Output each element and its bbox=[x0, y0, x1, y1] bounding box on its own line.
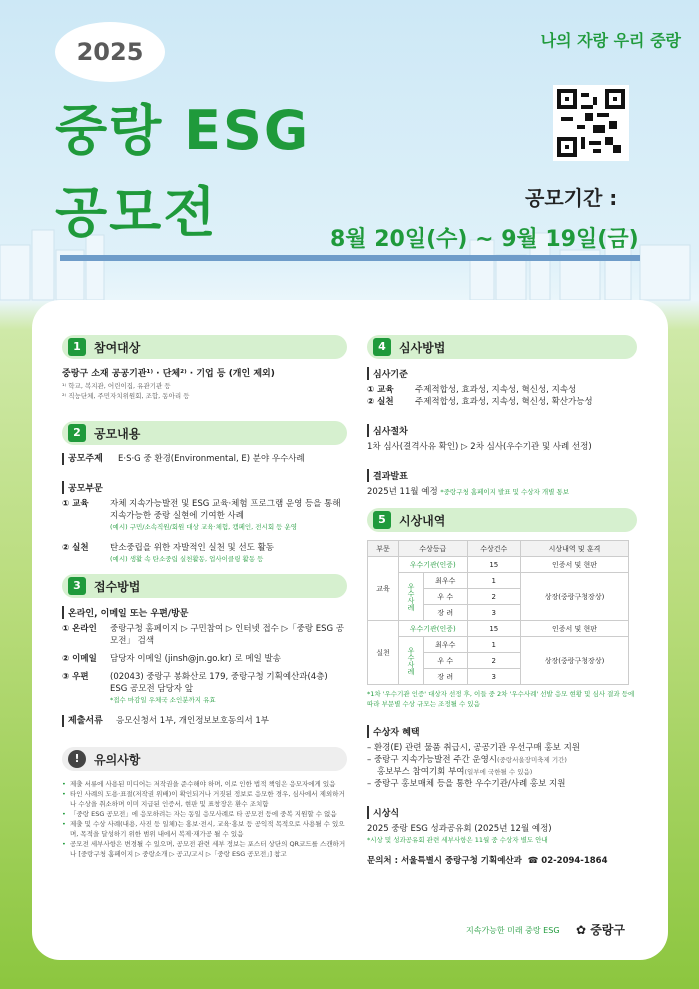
contact: 문의처 : 서울특별시 중랑구청 기획예산과 ☎ 02-2094-1864 bbox=[367, 856, 608, 866]
note-item: • 제출 및 수상 사례(내용, 사진 등 일체)는 홍보·전시, 교육·홍보 등 공익적 목적으로 사용될 수 있으며, 목적을 달성하기 위한 범위 내에서 복제·재가공 될 수 있음 bbox=[62, 819, 347, 839]
topic-label: 공모주제 bbox=[62, 453, 110, 465]
section-eligibility bbox=[62, 335, 347, 359]
online-row bbox=[62, 623, 347, 647]
table-header: 부문 수상등급 수상건수 시상내역 및 훈격 bbox=[368, 541, 629, 557]
edu-example: (예시) 구민/소속직원/회원 대상 교육·체험, 캠페인, 전시회 등 운영 bbox=[110, 523, 298, 531]
eligibility-main: 중랑구 소재 공공기관¹⁾ · 단체²⁾ · 기업 등 (개인 제외) bbox=[62, 369, 275, 379]
footer bbox=[466, 923, 626, 937]
note-item: • 공모전 세부사항은 변경될 수 있으며, 공모전 관련 세부 정보는 포스터 상단의 QR코드를 스캔하거나 [중랑구청 홈페이지 ▷ 중랑소개 ▷ 공고/고시 ▷「중랑 ESG 공모전」] 참고 bbox=[62, 839, 347, 859]
criteria-practice: ② 실천 주제적합성, 효과성, 지속성, 혁신성, 확산가능성 bbox=[367, 397, 593, 407]
result-value: 2025년 11월 예정 *중랑구청 홈페이지 발표 및 수상자 개별 통보 bbox=[367, 487, 570, 497]
online-label: ① 온라인 bbox=[62, 624, 97, 634]
post-value: (02043) 중랑구 봉화산로 179, 중랑구청 기획예산과(4층) ESG 공모전 담당자 앞 bbox=[110, 672, 328, 694]
procedure-value: 1차 심사(결격사유 확인) ▷ 2차 심사(우수기관 및 사례 선정) bbox=[367, 442, 592, 452]
email-value[interactable]: 담당자 이메일 (jinsh@jn.go.kr) 로 메일 발송 bbox=[110, 654, 281, 664]
table-row: 우수사례 최우수 1 상장(중랑구청장상) bbox=[368, 637, 629, 653]
email-label: ② 이메일 bbox=[62, 654, 97, 664]
eligibility-note2: ²⁾ 직능단체, 주민자치위원회, 조합, 동아리 등 bbox=[62, 392, 190, 400]
section-submission bbox=[62, 574, 347, 598]
practice-value: 탄소중립을 위한 자발적인 실천 및 선도 활동 bbox=[110, 543, 275, 553]
part-label: 공모부문 bbox=[62, 481, 347, 494]
section-number: 1 bbox=[68, 338, 86, 356]
benefits-label: 수상자 혜택 bbox=[367, 725, 637, 738]
post-row bbox=[62, 671, 347, 705]
section-title: 유의사항 bbox=[94, 752, 141, 767]
post-note: *접수 마감일 우체국 소인분까지 유효 bbox=[110, 696, 216, 704]
phone-number[interactable]: ☎ 02-2094-1864 bbox=[527, 856, 608, 866]
awards-table bbox=[367, 540, 629, 685]
note-item: • 타인 사례의 도용·표절(저작권 위배)이 확인되거나 거짓된 정보로 응모한 경우, 심사에서 제외하거나 수상을 취소하며 이미 지급된 인증서, 현판 및 표창장은 환수 조치함 bbox=[62, 789, 347, 809]
email-row bbox=[62, 653, 347, 665]
section-judging bbox=[367, 335, 637, 359]
awards-note: *1차 '우수기관 인증' 대상자 선정 후, 이들 중 2차 '우수사례' 선발 응모 현황 및 심사 결과 등에 따라 부문별 수상 규모는 조정될 수 있음 bbox=[367, 690, 635, 708]
note-item: • 제출 서류에 사용된 미디어는 저작권을 준수해야 하며, 이로 인한 법적 책임은 응모자에게 있음 bbox=[62, 779, 347, 789]
benefit-2: – 중랑구 지속가능발전 주간 운영시(중랑서울장미축제 기간) bbox=[367, 755, 567, 765]
docs-label: 제출서류 bbox=[62, 715, 110, 727]
benefit-2b: 홍보부스 참여기회 부여(일부에 국한될 수 있음) bbox=[377, 767, 533, 777]
practice-row bbox=[62, 542, 347, 564]
procedure-label: 심사절차 bbox=[367, 424, 637, 437]
year-badge: 2025 bbox=[55, 22, 165, 82]
section-awards bbox=[367, 508, 637, 532]
docs-row bbox=[62, 715, 347, 727]
eligibility-note1: ¹⁾ 학교, 복지관, 어린이집, 유관기관 등 bbox=[62, 382, 171, 390]
table-row: 장 려 3 bbox=[368, 605, 629, 621]
title-line2: 공모전 bbox=[55, 181, 218, 244]
edu-row bbox=[62, 498, 347, 532]
qr-icon bbox=[557, 89, 625, 157]
result-label: 결과발표 bbox=[367, 469, 637, 482]
topic-row bbox=[62, 453, 347, 465]
district-logo: ✿ 중랑구 bbox=[576, 923, 626, 937]
table-row: 우 수 2 bbox=[368, 589, 629, 605]
practice-label: ② 실천 bbox=[62, 543, 89, 553]
ceremony-label: 시상식 bbox=[367, 806, 637, 819]
section-notes bbox=[62, 747, 347, 771]
footer-tagline: 지속가능한 미래 중랑 ESG bbox=[466, 926, 560, 935]
ceremony-value: 2025 중랑 ESG 성과공유회 (2025년 12월 예정) bbox=[367, 824, 552, 834]
submission-sub: 온라인, 이메일 또는 우편/방문 bbox=[62, 606, 347, 619]
table-row: 교육 우수기관(인증) 15 인증서 및 현판 bbox=[368, 557, 629, 573]
benefit-3: – 중랑구 홍보매체 등을 통한 우수기관/사례 홍보 지원 bbox=[367, 779, 566, 789]
section-number: 5 bbox=[373, 511, 391, 529]
title-line1: 중랑 ESG bbox=[55, 99, 311, 162]
edu-label: ① 교육 bbox=[62, 499, 89, 509]
qr-code[interactable] bbox=[553, 85, 629, 161]
criteria-label: 심사기준 bbox=[367, 367, 637, 380]
table-row: 실천 우수기관(인증) 15 인증서 및 현판 bbox=[368, 621, 629, 637]
section-title: 시상내역 bbox=[399, 513, 446, 528]
slogan: 나의 자랑 우리 중랑 bbox=[540, 31, 681, 50]
section-number: 3 bbox=[68, 577, 86, 595]
section-number: 2 bbox=[68, 424, 86, 442]
table-row: 우 수 2 bbox=[368, 653, 629, 669]
edu-value: 자체 지속가능발전 및 ESG 교육·체험 프로그램 운영 등을 통해 지속가능한 중랑 실현에 기여한 사례 bbox=[110, 499, 341, 521]
criteria-edu: ① 교육 주제적합성, 효과성, 지속성, 혁신성, 지속성 bbox=[367, 385, 577, 395]
section-title: 접수방법 bbox=[94, 579, 141, 594]
note-item: • 「중랑 ESG 공모전」에 응모하려는 자는 동일 응모사례로 타 공모전 등에 중복 지원할 수 없음 bbox=[62, 809, 347, 819]
table-row: 장 려 3 bbox=[368, 669, 629, 685]
ceremony-note: *시상 및 성과공유회 관련 세부사항은 11월 중 수상자 별도 안내 bbox=[367, 836, 548, 844]
online-value: 중랑구청 홈페이지 ▷ 구민참여 ▷ 인터넷 접수 ▷「중랑 ESG 공모전」 검색 bbox=[110, 624, 345, 646]
period-dates: 8월 20일(수) ~ 9월 19일(금) bbox=[330, 227, 639, 252]
post-label: ③ 우편 bbox=[62, 672, 89, 682]
section-number: 4 bbox=[373, 338, 391, 356]
topic-value: E·S·G 중 환경(Environmental, E) 분야 우수사례 bbox=[118, 454, 305, 464]
period-label: 공모기간 : bbox=[525, 186, 618, 210]
section-title: 공모내용 bbox=[94, 426, 141, 441]
right-column bbox=[367, 335, 637, 867]
practice-example: (예시) 생활 속 탄소중립 실천활동, 업사이클링 활동 등 bbox=[110, 555, 264, 563]
left-column bbox=[62, 335, 347, 859]
docs-value: 응모신청서 1부, 개인정보보호동의서 1부 bbox=[116, 716, 270, 726]
section-title: 심사방법 bbox=[399, 340, 446, 355]
benefit-1: – 환경(E) 관련 물품 취급시, 공공기관 우선구매 홍보 지원 bbox=[367, 743, 581, 753]
warning-icon: ! bbox=[68, 750, 86, 768]
section-title: 참여대상 bbox=[94, 340, 141, 355]
section-contents bbox=[62, 421, 347, 445]
table-row: 우수사례 최우수 1 상장(중랑구청장상) bbox=[368, 573, 629, 589]
notes-list bbox=[62, 779, 347, 859]
